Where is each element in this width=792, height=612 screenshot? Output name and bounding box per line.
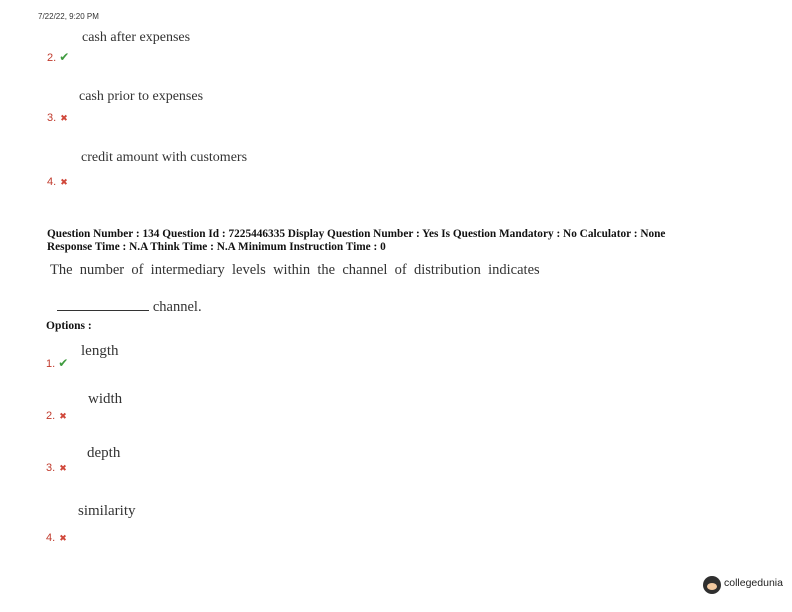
timestamp: 7/22/22, 9:20 PM (38, 12, 99, 21)
option-text: similarity (78, 503, 136, 519)
option-number-label: 2. (47, 52, 57, 64)
cross-icon: ✖ (59, 463, 67, 473)
option-number-label: 2. (46, 410, 56, 422)
logo-tagline (724, 588, 783, 592)
option-text: cash prior to expenses (79, 89, 204, 104)
option-text: cash after expenses (82, 30, 191, 45)
question-meta-line1: Question Number : 134 Question Id : 7225446335 Display Question Number : Yes Is Question Mandatory : No Calculator : None (47, 228, 666, 240)
collegedunia-logo (703, 576, 783, 594)
answer-blank (57, 299, 149, 311)
cross-icon: ✖ (60, 113, 68, 123)
option-number-label: 4. (47, 176, 57, 188)
question-text-suffix: channel. (149, 299, 202, 315)
question-meta-line2: Response Time : N.A Think Time : N.A Minimum Instruction Time : 0 (47, 241, 386, 253)
option-number-label: 3. (46, 462, 56, 474)
cross-icon: ✖ (59, 533, 67, 543)
option-number (47, 50, 69, 64)
option-number (46, 410, 67, 422)
logo-name: collegedunia (724, 576, 783, 589)
option-number (47, 176, 68, 188)
option-text: length (81, 343, 119, 359)
options-label: Options : (46, 320, 92, 332)
option-text: width (88, 391, 123, 407)
logo-mascot-icon (703, 576, 721, 594)
question-text: The number of intermediary levels within the channel of distribution indicates (50, 262, 540, 278)
option-number (46, 532, 67, 544)
cross-icon: ✖ (60, 177, 68, 187)
question-text-line2 (50, 282, 202, 316)
option-text: credit amount with customers (81, 150, 248, 165)
option-number (47, 112, 68, 124)
option-number (46, 356, 68, 370)
logo-text (724, 578, 783, 593)
check-icon: ✔ (58, 356, 69, 370)
cross-icon: ✖ (59, 411, 67, 421)
check-icon: ✔ (59, 50, 70, 64)
option-number-label: 4. (46, 532, 56, 544)
option-number-label: 1. (46, 358, 56, 370)
option-number-label: 3. (47, 112, 57, 124)
option-number (46, 462, 67, 474)
option-text: depth (87, 445, 121, 461)
